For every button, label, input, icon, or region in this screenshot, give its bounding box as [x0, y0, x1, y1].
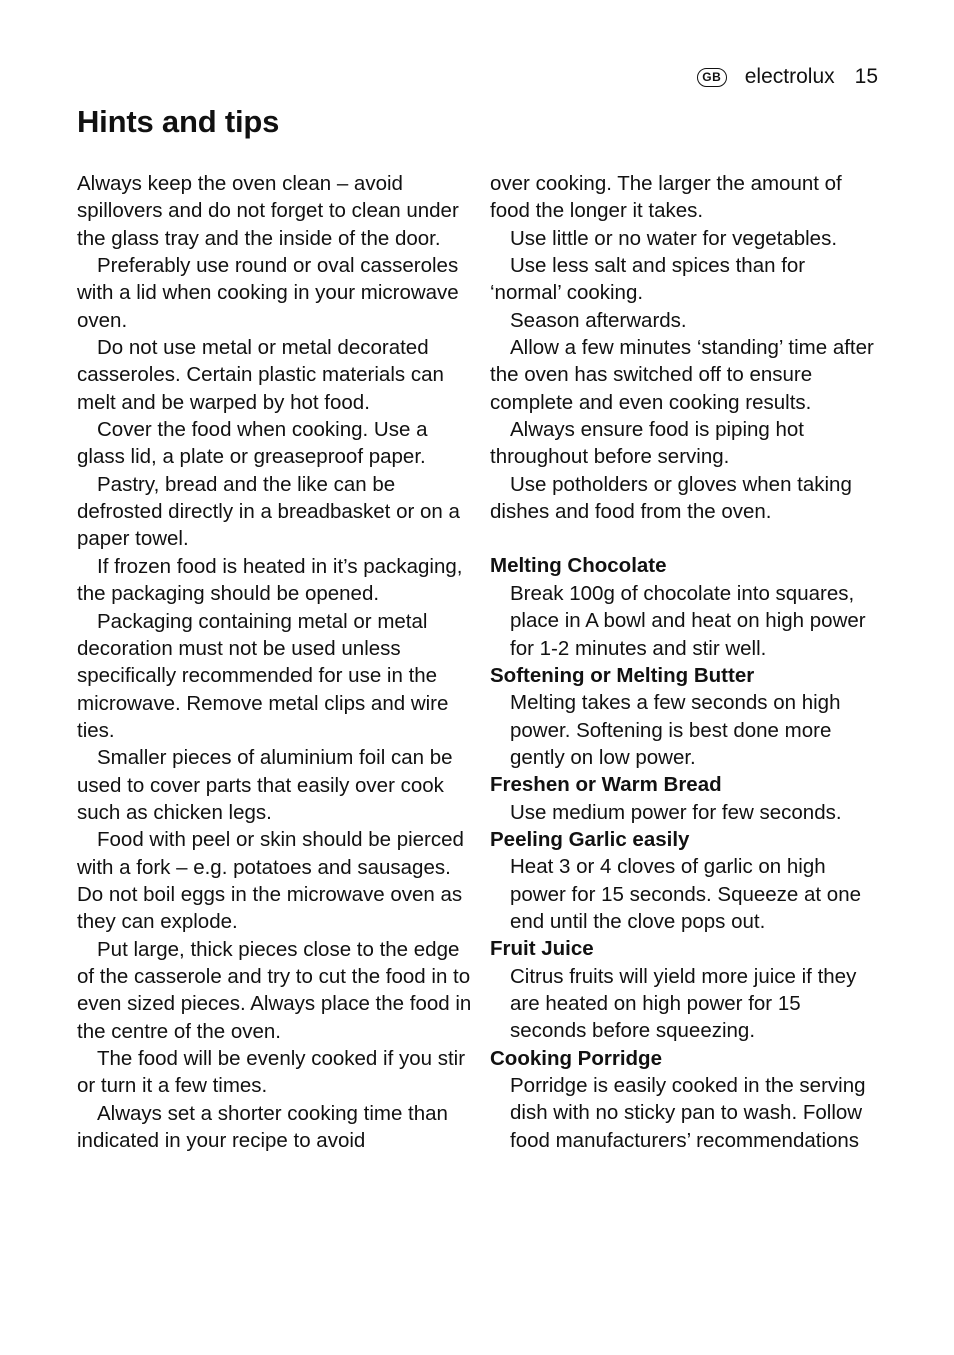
brand-name: electrolux — [744, 65, 835, 88]
paragraph: Use little or no water for vegetables. — [510, 226, 838, 250]
language-badge: GB — [697, 68, 727, 87]
tip-fruit-juice — [490, 935, 880, 1044]
tip-title: Peeling Garlic easily — [490, 827, 690, 851]
tip-body: Melting takes a few seconds on high power. Softening is best done more gently on low power. — [510, 691, 841, 769]
paragraph: Cover the food when cooking. Use a glass lid, a plate or greaseproof paper. — [77, 418, 428, 469]
paragraph: Use less salt and spices than for ‘normal’ cooking. — [490, 254, 806, 305]
left-column — [77, 170, 475, 1154]
paragraph: Do not use metal or metal decorated casseroles. Certain plastic materials can melt and be warped by hot food. — [77, 336, 444, 414]
tip-peeling-garlic — [490, 826, 880, 935]
tip-title: Softening or Melting Butter — [490, 663, 755, 687]
right-column — [490, 170, 880, 1154]
paragraph: Food with peel or skin should be pierced with a fork – e.g. potatoes and sausages. Do not boil eggs in the microwave oven as they can explode. — [77, 828, 464, 934]
page-title: Hints and tips — [77, 104, 280, 139]
paragraph: Always set a shorter cooking time than indicated in your recipe to avoid — [77, 1101, 448, 1153]
paragraph: Pastry, bread and the like can be defrosted directly in a breadbasket or on a paper towel. — [77, 472, 460, 551]
paragraph: Packaging containing metal or metal decoration must not be used unless specifically recommended for use in the microwave. Remove metal clips and wire ties. — [77, 609, 449, 742]
tip-body: Break 100g of chocolate into squares, place in A bowl and heat on high power for 1-2 minutes and stir well. — [510, 581, 866, 660]
tip-body: Use medium power for few seconds. — [510, 800, 842, 824]
tip-title: Freshen or Warm Bread — [490, 773, 722, 797]
paragraph: If frozen food is heated in it’s packaging, the packaging should be opened. — [77, 554, 463, 606]
tip-title: Fruit Juice — [490, 937, 594, 961]
paragraph: Put large, thick pieces close to the edge of the casserole and try to cut the food in to even sized pieces. Always place the food in the centre of the oven. — [77, 937, 472, 1043]
section-gap — [490, 525, 880, 552]
tip-body: Heat 3 or 4 cloves of garlic on high power for 15 seconds. Squeeze at one end until the clove pops out. — [510, 855, 862, 933]
page-header — [697, 63, 878, 91]
tip-title: Cooking Porridge — [490, 1046, 662, 1070]
paragraph: Allow a few minutes ‘standing’ time after the oven has switched off to ensure complete and even cooking results. — [490, 336, 874, 414]
tip-cooking-porridge — [490, 1045, 880, 1154]
page-number: 15 — [854, 65, 878, 88]
tip-body: Porridge is easily cooked in the serving dish with no sticky pan to wash. Follow food manufacturers’ recommendations — [510, 1074, 866, 1152]
tip-warm-bread — [490, 771, 880, 826]
paragraph: Preferably use round or oval casseroles with a lid when cooking in your microwave oven. — [77, 254, 459, 332]
paragraph: Smaller pieces of aluminium foil can be used to cover parts that easily over cook such as chicken legs. — [77, 746, 453, 824]
tip-melting-chocolate — [490, 552, 880, 661]
paragraph: Always ensure food is piping hot throughout before serving. — [490, 418, 805, 469]
paragraph: Always keep the oven clean – avoid spillovers and do not forget to clean under the glass tray and the inside of the door. — [77, 172, 459, 250]
paragraph: The food will be evenly cooked if you stir or turn it a few times. — [77, 1047, 466, 1098]
paragraph: Use potholders or gloves when taking dishes and food from the oven. — [490, 472, 852, 524]
tip-body: Citrus fruits will yield more juice if they are heated on high power for 15 seconds before squeezing. — [510, 964, 857, 1043]
paragraph: Season afterwards. — [510, 308, 687, 332]
tip-softening-butter — [490, 662, 880, 771]
tip-title: Melting Chocolate — [490, 554, 667, 578]
paragraph: over cooking. The larger the amount of food the longer it takes. — [490, 172, 842, 223]
